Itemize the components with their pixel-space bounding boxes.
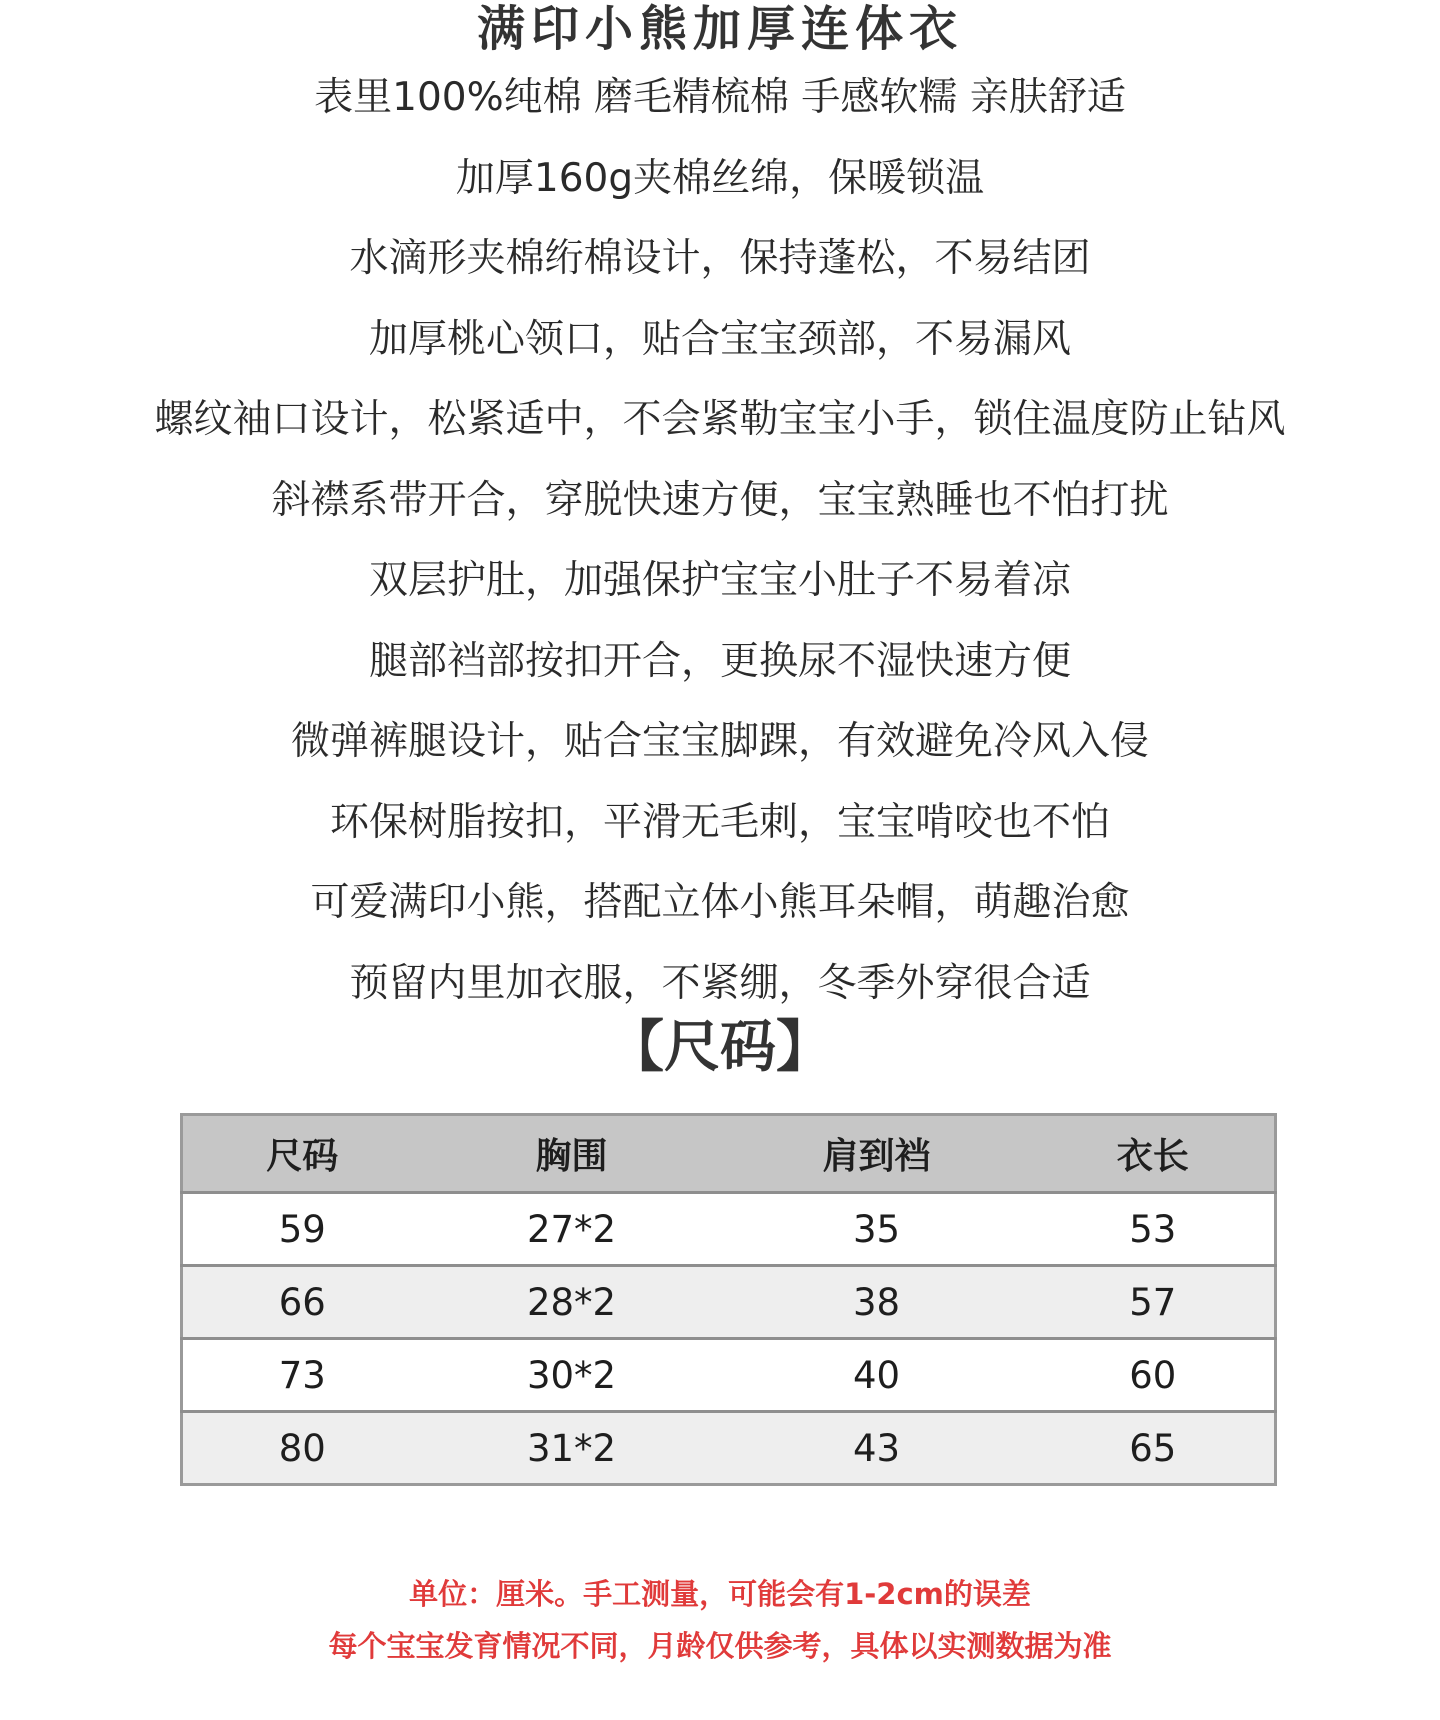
cell-shoulder-to-crotch: 38 — [722, 1266, 1032, 1339]
feature-item: 表里100%纯棉 磨毛精梳棉 手感软糯 亲肤舒适 — [314, 75, 1126, 120]
note-age-reference: 每个宝宝发育情况不同，月龄仅供参考，具体以实测数据为准 — [328, 1629, 1112, 1663]
feature-list — [0, 58, 1440, 1024]
header-size: 尺码 — [182, 1115, 422, 1193]
measurement-notes — [0, 1568, 1440, 1672]
table-row — [182, 1193, 1276, 1266]
cell-shoulder-to-crotch: 40 — [722, 1339, 1032, 1412]
feature-item: 斜襟系带开合，穿脱快速方便，宝宝熟睡也不怕打扰 — [271, 477, 1169, 523]
cell-chest: 27*2 — [422, 1193, 722, 1266]
table-header-row — [182, 1115, 1276, 1193]
table-row — [182, 1412, 1276, 1485]
feature-item: 腿部裆部按扣开合，更换尿不湿快速方便 — [368, 638, 1071, 684]
feature-item: 加厚桃心领口，贴合宝宝颈部，不易漏风 — [368, 316, 1071, 362]
cell-size: 59 — [182, 1193, 422, 1266]
cell-shoulder-to-crotch: 35 — [722, 1193, 1032, 1266]
cell-length: 65 — [1032, 1412, 1276, 1485]
size-table — [180, 1113, 1277, 1486]
header-shoulder-to-crotch: 肩到裆 — [722, 1115, 1032, 1193]
cell-chest: 31*2 — [422, 1412, 722, 1485]
cell-length: 60 — [1032, 1339, 1276, 1412]
feature-item: 加厚160g夹棉丝绵，保暖锁温 — [455, 155, 985, 201]
feature-item: 可爱满印小熊，搭配立体小熊耳朵帽，萌趣治愈 — [310, 880, 1130, 925]
cell-size: 73 — [182, 1339, 422, 1412]
cell-length: 53 — [1032, 1193, 1276, 1266]
cell-size: 66 — [182, 1266, 422, 1339]
feature-item: 双层护肚，加强保护宝宝小肚子不易着凉 — [368, 558, 1071, 603]
note-unit: 单位：厘米。手工测量，可能会有1-2cm的误差 — [409, 1577, 1031, 1611]
feature-item: 水滴形夹棉绗棉设计，保持蓬松，不易结团 — [349, 236, 1091, 281]
cell-chest: 30*2 — [422, 1339, 722, 1412]
feature-item: 螺纹袖口设计，松紧适中，不会紧勒宝宝小手，锁住温度防止钻风 — [154, 397, 1286, 442]
header-chest: 胸围 — [422, 1115, 722, 1193]
cell-length: 57 — [1032, 1266, 1276, 1339]
table-row — [182, 1266, 1276, 1339]
feature-item: 预留内里加衣服，不紧绷，冬季外穿很合适 — [349, 960, 1091, 1006]
cell-chest: 28*2 — [422, 1266, 722, 1339]
size-section-heading: 【尺码】 — [608, 1015, 832, 1080]
cell-size: 80 — [182, 1412, 422, 1485]
product-title: 满印小熊加厚连体衣 — [476, 1, 963, 57]
cell-shoulder-to-crotch: 43 — [722, 1412, 1032, 1485]
feature-item: 微弹裤腿设计，贴合宝宝脚踝，有效避免冷风入侵 — [290, 719, 1149, 764]
table-row — [182, 1339, 1276, 1412]
header-length: 衣长 — [1032, 1115, 1276, 1193]
feature-item: 环保树脂按扣，平滑无毛刺，宝宝啃咬也不怕 — [329, 799, 1110, 845]
